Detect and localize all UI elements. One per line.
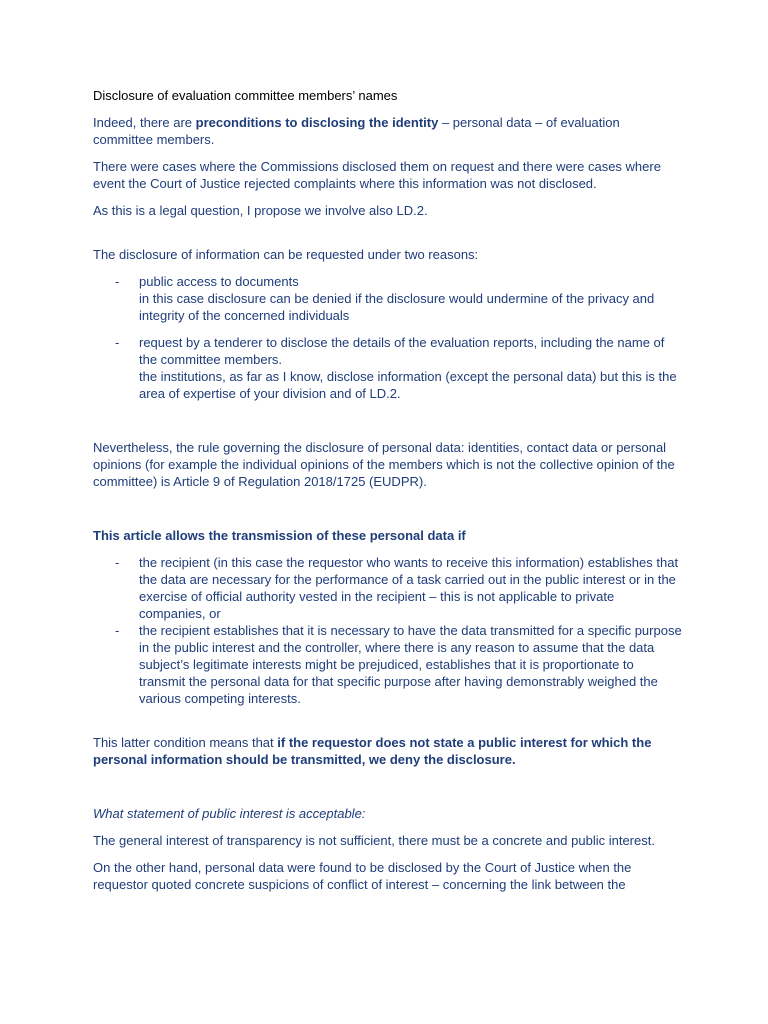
paragraph-public-interest-heading: What statement of public interest is acceptable: bbox=[93, 806, 366, 821]
paragraph-cases: There were cases where the Commissions disclosed them on request and there were cases where event the Court of Justice rejected complaints where this information was not disclosed. bbox=[93, 159, 661, 191]
list-item bbox=[93, 622, 683, 707]
list-item-detail: the institutions, as far as I know, disclose information (except the personal data) but this is the area of expertise of your division and of LD.2. bbox=[139, 369, 677, 401]
paragraph-latter-condition bbox=[93, 734, 683, 768]
list-item bbox=[93, 334, 683, 402]
list-item-detail: in this case disclosure can be denied if the disclosure would undermine of the privacy and integrity of the concerned individuals bbox=[139, 291, 655, 323]
document-page bbox=[93, 87, 683, 903]
paragraph-article-9: Nevertheless, the rule governing the disclosure of personal data: identities, contact data or personal opinions (for example the individual opinions of the members which is not the collective opinion of the committee) is Article 9 of Regulation 2018/1725 (EUDPR). bbox=[93, 440, 675, 489]
text-run: Indeed, there are bbox=[93, 115, 196, 130]
list-item-heading: request by a tenderer to disclose the details of the evaluation reports, including the name of the committee members. bbox=[139, 335, 665, 367]
paragraph-preconditions bbox=[93, 114, 683, 148]
list-item bbox=[93, 273, 683, 324]
bold-text-run: preconditions to disclosing the identity bbox=[195, 115, 439, 130]
paragraph-legal-question: As this is a legal question, I propose we involve also LD.2. bbox=[93, 203, 428, 218]
list-item-text: the recipient (in this case the requestor who wants to receive this information) establishes that the data are necessary for the performance of a task carried out in the public interest or in the exercise of official authority vested in the recipient – this is not applicable to private companies, or bbox=[139, 555, 679, 621]
list-item-text: the recipient establishes that it is necessary to have the data transmitted for a specific purpose in the public interest and the controller, where there is any reason to assume that the data subject’s legitimate interests might be prejudiced, establishes that it is proportionate to transmit the personal data for that specific purpose after having demonstrably weighed the various competing interests. bbox=[139, 623, 682, 706]
bold-text-run: if the requestor does not state a public interest for which the personal information should be transmitted, we deny the disclosure. bbox=[93, 735, 652, 767]
dash-bullet: - bbox=[115, 623, 120, 638]
text-run: – personal data – of evaluation committee members. bbox=[93, 115, 620, 147]
paragraph-article-allows: This article allows the transmission of these personal data if bbox=[93, 528, 466, 543]
paragraph-two-reasons: The disclosure of information can be requested under two reasons: bbox=[93, 247, 479, 262]
list-item-heading: public access to documents bbox=[139, 274, 299, 289]
paragraph-transparency: The general interest of transparency is not sufficient, there must be a concrete and public interest. bbox=[93, 833, 655, 848]
conditions-list bbox=[93, 554, 683, 707]
reasons-list bbox=[93, 273, 683, 402]
list-item bbox=[93, 554, 683, 622]
document-title: Disclosure of evaluation committee members’ names bbox=[93, 88, 398, 103]
paragraph-court-of-justice: On the other hand, personal data were found to be disclosed by the Court of Justice when the requestor quoted concrete suspicions of conflict of interest – concerning the link between the bbox=[93, 860, 632, 892]
dash-bullet: - bbox=[115, 274, 120, 289]
dash-bullet: - bbox=[115, 335, 120, 350]
text-run: This latter condition means that bbox=[93, 735, 278, 750]
dash-bullet: - bbox=[115, 555, 120, 570]
